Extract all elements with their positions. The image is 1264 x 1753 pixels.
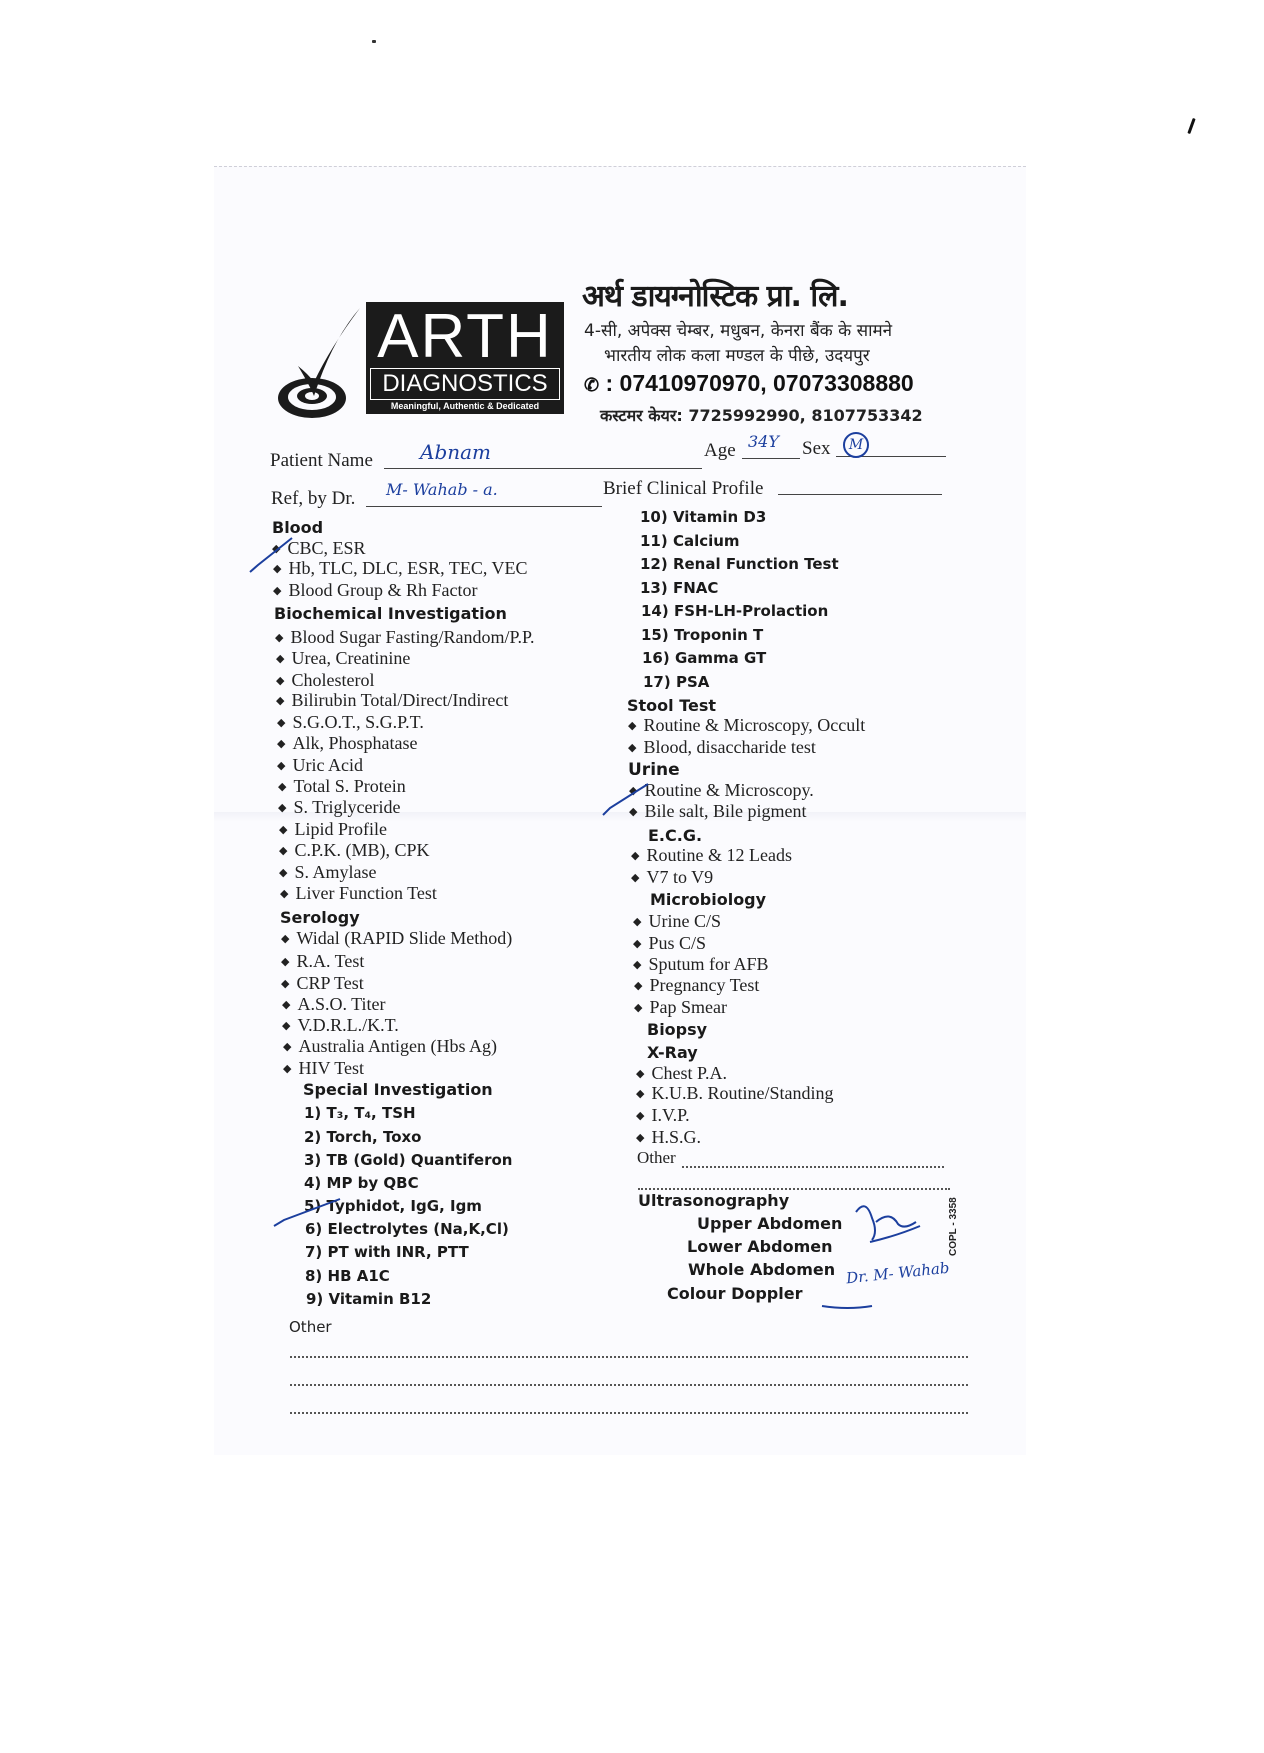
- test-item[interactable]: ◆ Total S. Protein: [278, 776, 406, 796]
- tick-mark: [603, 784, 648, 815]
- section-heading-blood: Blood: [272, 518, 324, 537]
- sex-value: M: [843, 432, 869, 458]
- tick-mark: [274, 1199, 340, 1226]
- signature-underline: [822, 1306, 872, 1308]
- test-item[interactable]: ◆ Urea, Creatinine: [276, 648, 411, 668]
- address-line-1: 4-सी, अपेक्स चेम्बर, मधुबन, केनरा बैंक के सामने: [584, 321, 893, 341]
- sex-label: Sex: [802, 438, 831, 459]
- section-heading-special: Special Investigation: [303, 1080, 493, 1099]
- section-heading-ecg: E.C.G.: [648, 826, 703, 845]
- test-item[interactable]: ◆ C.P.K. (MB), CPK: [279, 840, 430, 860]
- logo-text: ARTH: [377, 302, 553, 371]
- logo-subtext: DIAGNOSTICS: [370, 368, 560, 400]
- test-item[interactable]: ◆ Liver Function Test: [280, 883, 437, 903]
- test-item[interactable]: ◆ Blood Group & Rh Factor: [273, 580, 478, 600]
- test-item[interactable]: ◆ Widal (RAPID Slide Method): [281, 928, 513, 948]
- address-line-2: भारतीय लोक कला मण्डल के पीछे, उदयपुर: [604, 346, 870, 366]
- section-heading-microbiology: Microbiology: [650, 890, 767, 909]
- lab-name-hindi: अर्थ डायग्नोस्टिक प्रा. लि.: [582, 279, 848, 314]
- numbered-test[interactable]: 15) Troponin T: [641, 626, 764, 644]
- test-item[interactable]: ◆ V.D.R.L./K.T.: [282, 1015, 399, 1035]
- patient-name-label: Patient Name: [270, 450, 373, 471]
- section-heading-urine: Urine: [628, 760, 680, 780]
- test-item[interactable]: ◆ CBC, ESR: [272, 538, 366, 558]
- signature-underline: [870, 1226, 920, 1242]
- test-item[interactable]: ◆ I.V.P.: [636, 1105, 690, 1125]
- usg-item[interactable]: Colour Doppler: [667, 1284, 803, 1303]
- age-value: 34Y: [748, 432, 779, 451]
- test-item[interactable]: ◆ Cholesterol: [276, 670, 375, 690]
- numbered-test[interactable]: 10) Vitamin D3: [640, 508, 767, 526]
- usg-item[interactable]: Lower Abdomen: [687, 1237, 833, 1256]
- doctor-signature-text: Dr. M- Wahab: [845, 1258, 951, 1288]
- phone-text: : 07410970970, 07073308880: [605, 370, 914, 396]
- test-item[interactable]: ◆ Lipid Profile: [279, 819, 387, 839]
- other-label-right: Other: [637, 1148, 676, 1167]
- tick-mark: [250, 538, 292, 572]
- logo-tagline: Meaningful, Authentic & Dedicated: [390, 401, 540, 411]
- signature-icon: [856, 1206, 916, 1240]
- test-item[interactable]: ◆ Pregnancy Test: [634, 975, 760, 995]
- test-item[interactable]: ◆ K.U.B. Routine/Standing: [636, 1083, 834, 1103]
- customer-care: कस्टमर केयर: 7725992990, 8107753342: [600, 406, 923, 425]
- clinical-profile-label: Brief Clinical Profile: [603, 478, 764, 499]
- test-item[interactable]: ◆ HIV Test: [283, 1058, 365, 1078]
- test-item[interactable]: ◆ CRP Test: [281, 973, 364, 993]
- usg-item[interactable]: Upper Abdomen: [697, 1214, 843, 1233]
- test-item[interactable]: ◆ Blood Sugar Fasting/Random/P.P.: [275, 627, 535, 647]
- ref-doctor-value: M- Wahab - a.: [386, 480, 498, 499]
- stamp-code: COPL - 3358: [948, 1197, 959, 1256]
- test-item[interactable]: ◆ Australia Antigen (Hbs Ag): [283, 1036, 497, 1056]
- numbered-test[interactable]: 16) Gamma GT: [642, 649, 767, 667]
- section-heading-ultrasonography: Ultrasonography: [638, 1191, 790, 1210]
- test-item[interactable]: ◆ A.S.O. Titer: [282, 994, 386, 1014]
- test-item[interactable]: ◆ S. Amylase: [279, 862, 377, 882]
- test-item[interactable]: ◆ Chest P.A.: [636, 1063, 727, 1083]
- usg-item[interactable]: Whole Abdomen: [688, 1260, 836, 1279]
- section-heading-serology: Serology: [280, 908, 360, 927]
- ref-doctor-label: Ref, by Dr.: [271, 488, 356, 509]
- numbered-test[interactable]: 17) PSA: [643, 673, 710, 691]
- numbered-test[interactable]: 14) FSH-LH-Prolaction: [641, 602, 829, 620]
- test-item[interactable]: ◆ Pus C/S: [633, 933, 707, 953]
- other-label-left: Other: [289, 1318, 332, 1336]
- numbered-test[interactable]: 11) Calcium: [640, 532, 740, 550]
- age-label: Age: [704, 440, 736, 461]
- special-item[interactable]: 6) Electrolytes (Na,K,Cl): [305, 1220, 509, 1238]
- test-item[interactable]: ◆ Urine C/S: [633, 911, 721, 931]
- test-item[interactable]: ◆ S. Triglyceride: [278, 797, 401, 817]
- section-heading-xray: X-Ray: [647, 1043, 698, 1062]
- test-item[interactable]: ◆ Pap Smear: [634, 997, 727, 1017]
- section-heading-stool: Stool Test: [627, 696, 717, 715]
- test-item[interactable]: ◆ H.S.G.: [636, 1127, 701, 1147]
- special-item[interactable]: 1) T₃, T₄, TSH: [304, 1104, 416, 1122]
- test-item[interactable]: ◆ Blood, disaccharide test: [628, 737, 816, 757]
- special-item[interactable]: 3) TB (Gold) Quantiferon: [304, 1151, 513, 1169]
- test-item[interactable]: ◆ Bile salt, Bile pigment: [629, 801, 807, 821]
- special-item[interactable]: 4) MP by QBC: [304, 1174, 419, 1192]
- section-heading-biochemical: Biochemical Investigation: [274, 604, 507, 623]
- patient-name-value: Abnam: [420, 440, 492, 464]
- test-item[interactable]: ◆ R.A. Test: [281, 951, 365, 971]
- special-item[interactable]: 5) Typhidot, IgG, Igm: [304, 1197, 482, 1215]
- special-item[interactable]: 8) HB A1C: [305, 1267, 390, 1285]
- test-item[interactable]: ◆ Uric Acid: [277, 755, 363, 775]
- test-item[interactable]: ◆ Routine & Microscopy, Occult: [628, 715, 866, 735]
- numbered-test[interactable]: 12) Renal Function Test: [640, 555, 839, 573]
- section-heading-biopsy[interactable]: Biopsy: [647, 1020, 708, 1039]
- test-item[interactable]: ◆ S.G.O.T., S.G.P.T.: [277, 712, 424, 732]
- test-item[interactable]: ◆ Hb, TLC, DLC, ESR, TEC, VEC: [273, 558, 528, 578]
- special-item[interactable]: 9) Vitamin B12: [306, 1290, 432, 1308]
- phone-icon: ✆: [584, 375, 600, 395]
- test-item[interactable]: ◆ Bilirubin Total/Direct/Indirect: [276, 690, 509, 710]
- test-item[interactable]: ◆ Sputum for AFB: [633, 954, 769, 974]
- test-item[interactable]: ◆ Routine & 12 Leads: [631, 845, 792, 865]
- test-item[interactable]: ◆ Alk, Phosphatase: [277, 733, 418, 753]
- test-item[interactable]: ◆ Routine & Microscopy.: [629, 780, 814, 800]
- special-item[interactable]: 7) PT with INR, PTT: [305, 1243, 469, 1261]
- special-item[interactable]: 2) Torch, Toxo: [304, 1128, 422, 1146]
- numbered-test[interactable]: 13) FNAC: [640, 579, 719, 597]
- test-item[interactable]: ◆ V7 to V9: [631, 867, 714, 887]
